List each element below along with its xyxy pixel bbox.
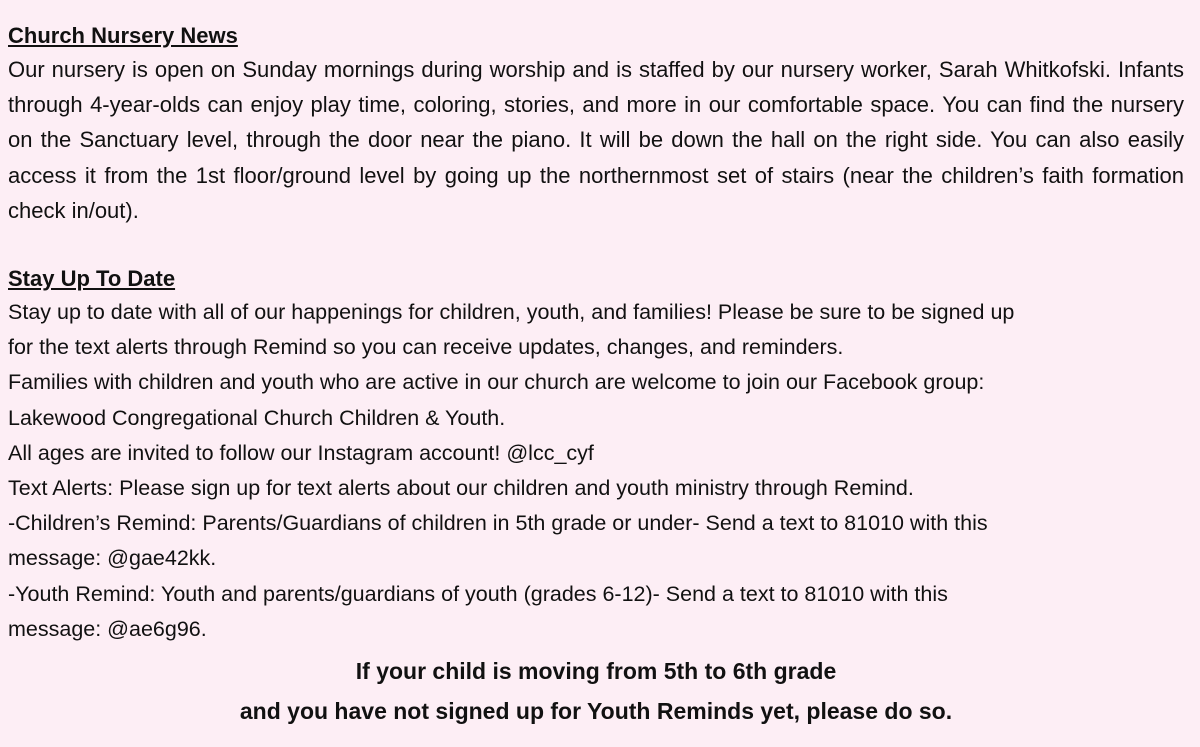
nursery-section xyxy=(8,20,1184,228)
instagram-line: All ages are invited to follow our Instagram account! @lcc_cyf xyxy=(8,440,594,465)
closing-note xyxy=(8,651,1184,731)
stay-up-to-date-section xyxy=(8,263,1184,647)
text-line: Stay up to date with all of our happenings for children, youth, and families! Please be sure to be signed up xyxy=(8,300,1015,325)
childrens-remind-code: message: @gae42kk. xyxy=(8,546,217,571)
text-line: for the text alerts through Remind so you can receive updates, changes, and reminders. xyxy=(8,335,844,360)
youth-remind-code: message: @ae6g96. xyxy=(8,616,207,641)
stay-up-to-date-heading: Stay Up To Date xyxy=(8,266,176,292)
text-alerts-line: Text Alerts: Please sign up for text alerts about our children and youth ministry through Remind. xyxy=(8,476,914,501)
text-line: Families with children and youth who are active in our church are welcome to join our Facebook group: xyxy=(8,370,985,395)
nursery-heading: Church Nursery News xyxy=(8,23,238,48)
childrens-remind-line: -Children’s Remind: Parents/Guardians of children in 5th grade or under- Send a text to 81010 with this xyxy=(8,511,988,536)
nursery-paragraph: Our nursery is open on Sunday mornings during worship and is staffed by our nursery worker, Sarah Whitkofski. Infants through 4-year-olds can enjoy play time, coloring, stories, and more in our comfortable space. You can find the nursery on the Sanctuary level, through the door near the piano. It will be down the hall on the right side. You can also easily access it from the 1st floor/ground level by going up the northernmost set of stairs (near the children’s faith formation check in/out). xyxy=(8,57,1184,223)
youth-remind-line: -Youth Remind: Youth and parents/guardians of youth (grades 6-12)- Send a text to 81010 with this xyxy=(8,581,948,606)
closing-line-2: and you have not signed up for Youth Reminds yet, please do so. xyxy=(239,698,953,725)
text-line: Lakewood Congregational Church Children & Youth. xyxy=(8,405,506,430)
closing-line-1: If your child is moving from 5th to 6th grade xyxy=(355,658,837,685)
